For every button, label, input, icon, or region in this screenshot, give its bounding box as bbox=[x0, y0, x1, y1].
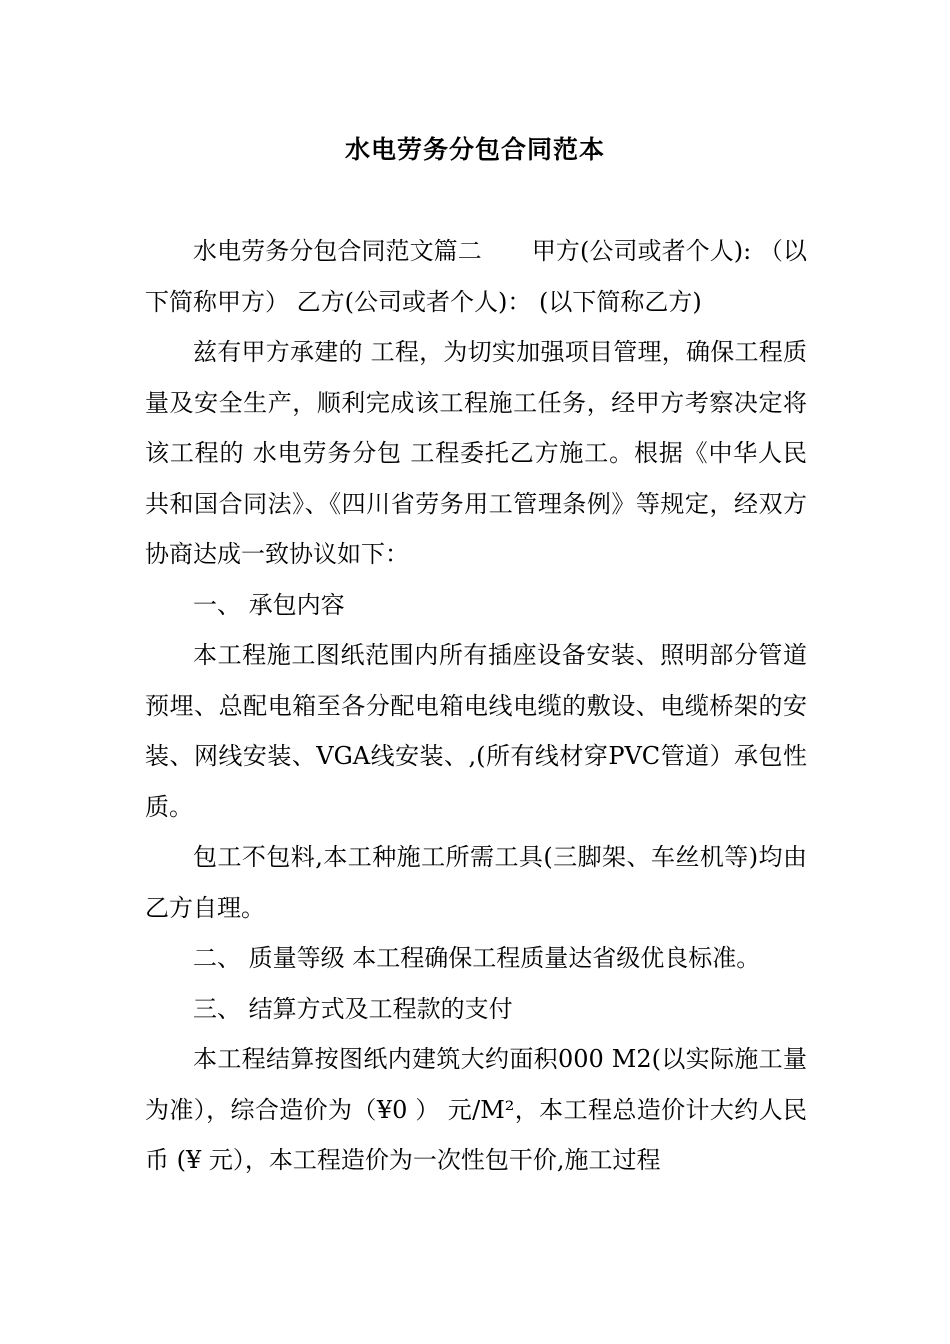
paragraph-scope: 本工程施工图纸范围内所有插座设备安装、照明部分管道预埋、总配电箱至各分配电箱电线电缆的敷设、电缆桥架的安装、网线安装、VGA线安装、,(所有线材穿PVC管道）承包性质。 bbox=[145, 641, 807, 821]
paragraph-intro-title: 水电劳务分包合同范文篇二 bbox=[193, 237, 482, 265]
paragraph-intro bbox=[145, 226, 807, 327]
document-title: 水电劳务分包合同范本 bbox=[344, 135, 605, 164]
paragraph-preamble: 兹有甲方承建的 工程，为切实加强项目管理，确保工程质量及安全生产，顺利完成该工程施工任务，经甲方考察决定将该工程的 水电劳务分包 工程委托乙方施工。根据《中华人民共和国合同法》、《四川省劳务用工管理条例》等规定，经双方协商达成一致协议如下： bbox=[145, 338, 807, 568]
section-heading-3: 三、 结算方式及工程款的支付 bbox=[193, 994, 513, 1023]
document-body bbox=[145, 226, 807, 1186]
section-heading-1: 一、 承包内容 bbox=[193, 590, 345, 619]
paragraph-intro-parties: 甲方(公司或者个人): （以下简称甲方） 乙方(公司或者个人)： (以下简称乙方) bbox=[145, 237, 807, 316]
paragraph-tools: 包工不包料,本工种施工所需工具(三脚架、车丝机等)均由乙方自理。 bbox=[145, 843, 807, 922]
paragraph-settlement: 本工程结算按图纸内建筑大约面积000 M2(以实际施工量为准），综合造价为（¥0 ） 元/M²，本工程总造价计大约人民币 (¥ 元），本工程造价为一次性包干价,施工过程 bbox=[145, 1045, 807, 1174]
section-heading-2: 二、 质量等级 本工程确保工程质量达省级优良标准。 bbox=[193, 944, 761, 972]
